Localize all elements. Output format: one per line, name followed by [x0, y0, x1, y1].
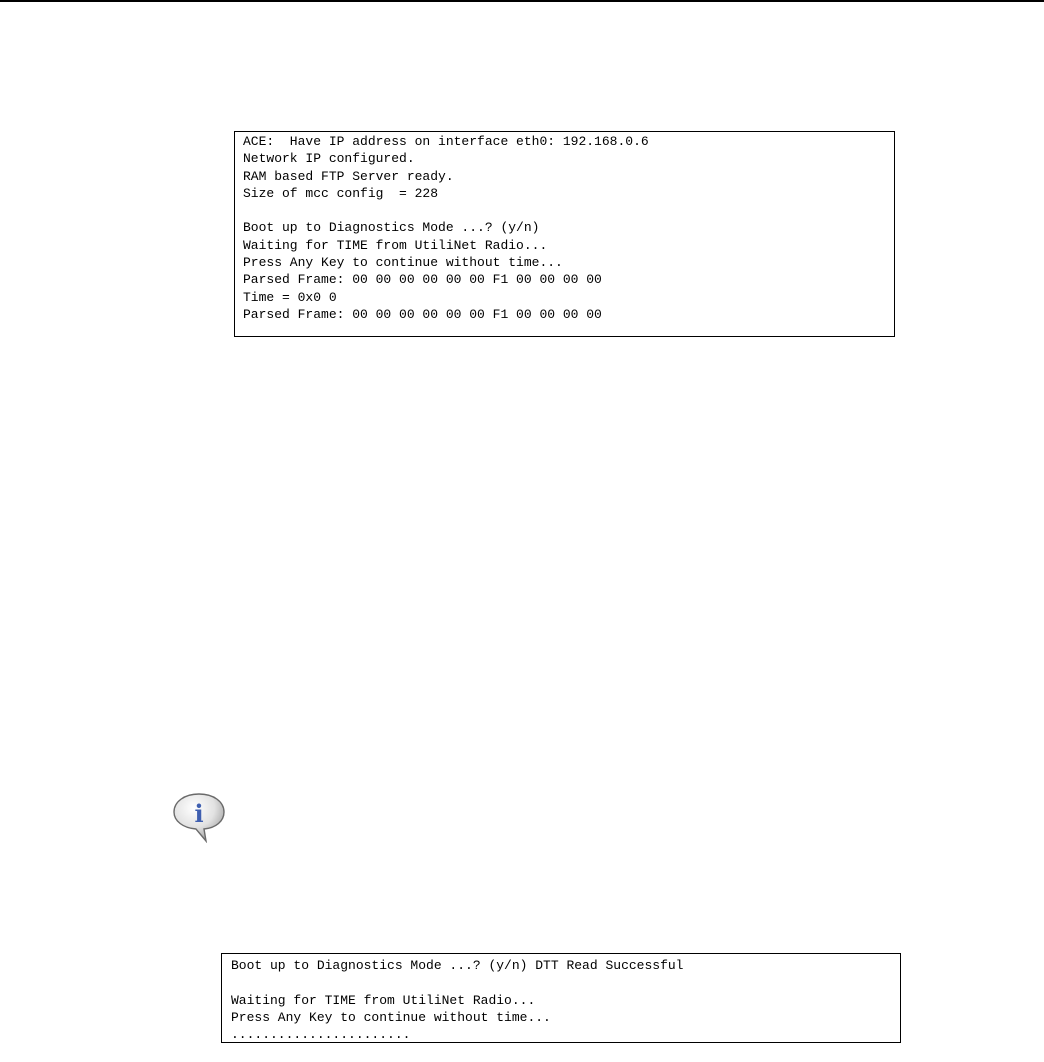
console-line: Parsed Frame: 00 00 00 00 00 00 F1 00 00 00 00: [243, 306, 602, 322]
console-line: ACE: Have IP address on interface eth0: 192.168.0.6: [243, 134, 649, 149]
console-line: RAM based FTP Server ready.: [243, 168, 454, 184]
console-line: .......................: [231, 1027, 411, 1043]
console-line: Waiting for TIME from UtiliNet Radio...: [243, 237, 548, 253]
console-line: Parsed Frame: 00 00 00 00 00 00 F1 00 00 00 00: [243, 272, 602, 288]
page-top-rule: [0, 0, 1044, 2]
console-line: Waiting for TIME from UtiliNet Radio...: [231, 992, 536, 1008]
info-icon: [170, 791, 228, 843]
info-letter: i: [194, 799, 204, 828]
console-output-network-boot: [234, 131, 895, 337]
console-line: Boot up to Diagnostics Mode ...? (y/n) DTT Read Successful: [231, 958, 684, 973]
console-output-diagnostics: [221, 953, 901, 1043]
console-line: Press Any Key to continue without time...: [243, 255, 563, 271]
console-line: Time = 0x0 0: [243, 289, 337, 305]
console-line: Press Any Key to continue without time...: [231, 1009, 551, 1025]
console-line: Size of mcc config = 228: [243, 185, 439, 201]
console-line: Network IP configured.: [243, 151, 415, 167]
console-line: [243, 202, 894, 219]
console-line: Boot up to Diagnostics Mode ...? (y/n): [243, 220, 540, 236]
console-line: [231, 974, 900, 991]
